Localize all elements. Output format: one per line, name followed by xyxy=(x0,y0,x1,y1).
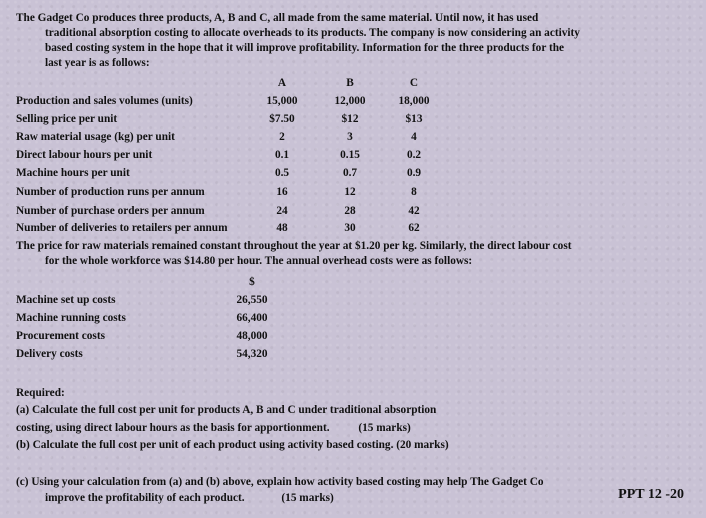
cell-c: 42 xyxy=(408,205,420,217)
table-row xyxy=(16,95,696,112)
overhead-label: Delivery costs xyxy=(16,348,83,360)
price-paragraph xyxy=(16,239,696,269)
cell-a: 0.5 xyxy=(274,167,290,179)
question-c-line-2 xyxy=(45,490,334,506)
column-header-c: C xyxy=(409,77,419,89)
overhead-value: 66,400 xyxy=(236,312,268,324)
cell-a: 48 xyxy=(276,222,288,234)
overhead-row xyxy=(16,330,316,347)
overhead-label: Machine running costs xyxy=(16,312,126,324)
cell-c: 62 xyxy=(408,222,420,234)
table-row xyxy=(16,222,696,239)
overhead-label: Procurement costs xyxy=(16,330,105,342)
question-a-text: costing, using direct labour hours as the basis for apportionment. xyxy=(16,422,330,434)
table-row xyxy=(16,186,696,203)
cell-a: 2 xyxy=(279,131,285,143)
required-heading: Required: xyxy=(16,387,65,399)
cell-b: 30 xyxy=(344,222,356,234)
row-label: Number of production runs per annum xyxy=(16,186,205,198)
intro-line-2: traditional absorption costing to allocate overheads to its products. The company is now considering an activity xyxy=(45,27,580,39)
cell-b: 12,000 xyxy=(334,95,366,107)
cell-b: 28 xyxy=(344,205,356,217)
cell-b: $12 xyxy=(341,113,359,125)
row-label: Direct labour hours per unit xyxy=(16,149,153,161)
question-c-line-1: (c) Using your calculation from (a) and (b) above, explain how activity based costing may help The Gadget Co xyxy=(16,476,544,488)
question-c-marks: (15 marks) xyxy=(281,492,334,504)
cell-c: 8 xyxy=(411,186,417,198)
column-header-b: B xyxy=(346,77,354,89)
cell-b: 0.15 xyxy=(340,149,360,161)
table-header-row xyxy=(16,77,696,94)
table-row xyxy=(16,149,696,166)
row-label: Raw material usage (kg) per unit xyxy=(16,131,175,143)
cell-a: 0.1 xyxy=(274,149,290,161)
table-row xyxy=(16,205,696,222)
table-row xyxy=(16,167,696,184)
cell-a: 16 xyxy=(276,186,288,198)
row-label: Number of deliveries to retailers per annum xyxy=(16,222,228,234)
cell-a: $7.50 xyxy=(269,113,295,125)
price-line-2: for the whole workforce was $14.80 per hour. The annual overhead costs were as follows: xyxy=(45,255,473,267)
cell-c: 18,000 xyxy=(398,95,430,107)
row-label: Machine hours per unit xyxy=(16,167,130,179)
cell-b: 3 xyxy=(347,131,353,143)
question-a-line-2 xyxy=(16,420,411,436)
table-row xyxy=(16,131,696,148)
currency-symbol: $ xyxy=(249,276,255,288)
overhead-label: Machine set up costs xyxy=(16,294,116,306)
overhead-row xyxy=(16,348,316,365)
question-a-line-1: (a) Calculate the full cost per unit for products A, B and C under traditional absorption xyxy=(16,404,437,416)
price-line-1: The price for raw materials remained constant throughout the year at $1.20 per kg. Similarly, the direct labour cost xyxy=(16,240,572,252)
column-header-a: A xyxy=(277,77,287,89)
overhead-value: 26,550 xyxy=(236,294,268,306)
row-label: Number of purchase orders per annum xyxy=(16,205,205,217)
slide-reference: PPT 12 -20 xyxy=(618,487,684,502)
question-c-text: improve the profitability of each product. xyxy=(45,492,245,504)
cell-b: 0.7 xyxy=(342,167,358,179)
overhead-value: 54,320 xyxy=(236,348,268,360)
row-label: Production and sales volumes (units) xyxy=(16,95,193,107)
cell-c: 0.2 xyxy=(406,149,422,161)
cell-c: $13 xyxy=(405,113,423,125)
question-a-marks: (15 marks) xyxy=(358,422,411,434)
cell-c: 0.9 xyxy=(406,167,422,179)
intro-line-4: last year is as follows: xyxy=(45,57,150,69)
cell-b: 12 xyxy=(344,186,356,198)
cell-a: 24 xyxy=(276,205,288,217)
cell-c: 4 xyxy=(411,131,417,143)
overhead-row xyxy=(16,312,316,329)
overhead-row xyxy=(16,294,316,311)
intro-line-1: The Gadget Co produces three products, A, B and C, all made from the same material. Until now, it has used xyxy=(16,12,539,24)
cell-a: 15,000 xyxy=(266,95,298,107)
overheads-header xyxy=(16,276,316,293)
intro-line-3: based costing system in the hope that it will improve profitability. Information for the three products for the xyxy=(45,42,565,54)
row-label: Selling price per unit xyxy=(16,113,118,125)
table-row xyxy=(16,113,696,130)
question-b: (b) Calculate the full cost per unit of each product using activity based costing. (20 marks) xyxy=(16,439,449,451)
overhead-value: 48,000 xyxy=(236,330,268,342)
intro-paragraph xyxy=(16,11,696,71)
